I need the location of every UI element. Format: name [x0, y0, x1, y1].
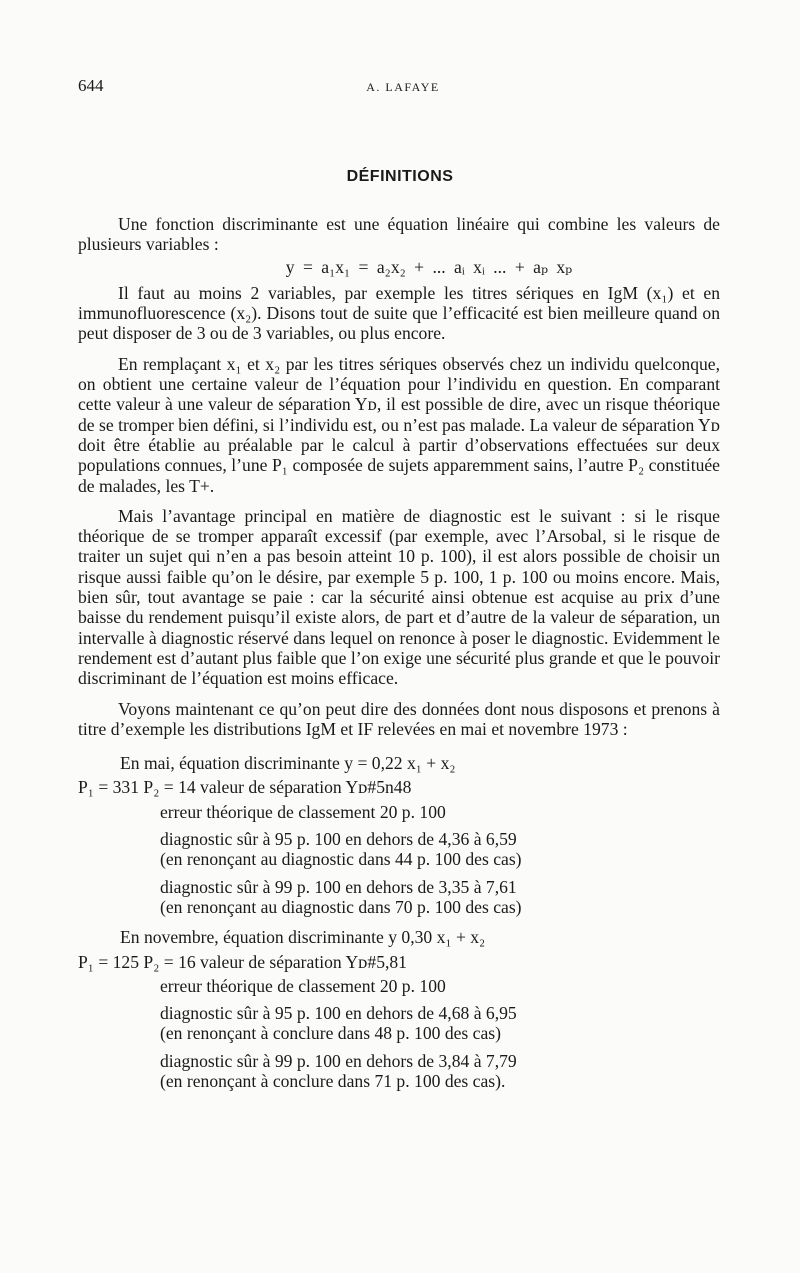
discriminant-equation: y = a₁x₁ = a₂x₂ + ... aᵢ xᵢ ... + aₚ xₚ	[285, 256, 573, 277]
nov-renounce-99: (en renonçant à conclure dans 71 p. 100 des cas).	[160, 1070, 506, 1091]
mai-diag-95: diagnostic sûr à 95 p. 100 en dehors de 4,36 à 6,59	[160, 829, 517, 850]
mai-error: erreur théorique de classement 20 p. 100	[160, 801, 446, 822]
paragraph-variables: Il faut au moins 2 variables, par exemple les titres sériques en IgM (x₁) et en immunofluorescence (x₂). Disons tout de suite que l’efficacité est bien meilleure quand on peut disposer de 3 ou de 3 variables, ou plus encore.	[78, 282, 720, 344]
nov-renounce-95: (en renonçant à conclure dans 48 p. 100 des cas)	[160, 1023, 501, 1044]
paragraph-definition: Une fonction discriminante est une équation linéaire qui combine les valeurs de plusieurs variables :	[78, 214, 720, 255]
nov-error: erreur théorique de classement 20 p. 100	[160, 975, 446, 996]
page-number: 644	[78, 76, 104, 95]
mai-renounce-99: (en renonçant au diagnostic dans 70 p. 100 des cas)	[160, 896, 522, 917]
paragraph-data: Voyons maintenant ce qu’on peut dire des données dont nous disposons et prenons à titre d’exemple les distributions IgM et IF relevées en mai et novembre 1973 :	[78, 698, 720, 739]
mai-renounce-95: (en renonçant au diagnostic dans 44 p. 100 des cas)	[160, 849, 522, 870]
nov-equation: En novembre, équation discriminante y 0,30 x₁ + x₂	[120, 927, 486, 948]
running-header	[78, 76, 728, 100]
nov-diag-99: diagnostic sûr à 99 p. 100 en dehors de 3,84 à 7,79	[160, 1050, 517, 1071]
nov-populations: P₁ = 125 P₂ = 16 valeur de séparation Yᴅ#5,81	[78, 951, 407, 972]
running-author: A. LAFAYE	[366, 80, 440, 94]
paragraph-advantage: Mais l’avantage principal en matière de diagnostic est le suivant : si le risque théorique de se tromper apparaît excessif (par exemple, avec l’Arsobal, si le risque de traiter un sujet qui n’en a pas besoin atteint 10 p. 100), il est alors possible de choisir un risque aussi faible qu’on le désire, par exemple 5 p. 100, 1 p. 100 ou moins encore. Mais, bien sûr, tout avantage se paie : car la sécurité ainsi obtenue est acquise au prix d’une baisse du rendement puisqu’il existe alors, de part et d’autre de la valeur de séparation, un intervalle à diagnostic réservé dans lequel on renonce à poser le diagnostic. Evidemment le rendement est d’autant plus faible que l’on exige une sécurité plus grande et que le pouvoir discriminant de l’équation est moins efficace.	[78, 505, 720, 689]
mai-diag-99: diagnostic sûr à 99 p. 100 en dehors de 3,35 à 7,61	[160, 876, 517, 897]
results-mai	[78, 753, 720, 917]
mai-equation: En mai, équation discriminante y = 0,22 x₁ + x₂	[120, 753, 456, 774]
body-text	[78, 214, 720, 1098]
section-title: DÉFINITIONS	[346, 168, 454, 185]
results-novembre	[78, 927, 720, 1091]
paragraph-separation: En remplaçant x₁ et x₂ par les titres sériques observés chez un individu quelconque, on obtient une certaine valeur de l’équation pour l’individu en question. En comparant cette valeur à une valeur de séparation Yᴅ, il est possible de dire, avec un risque théorique de se tromper bien défini, si l’individu est, ou n’est pas malade. La valeur de séparation Yᴅ doit être établie au préalable par le calcul à partir d’observations effectuées sur deux populations connues, l’une P₁ composée de sujets apparemment sains, l’autre P₂ constituée de malades, les T+.	[78, 353, 720, 496]
nov-diag-95: diagnostic sûr à 95 p. 100 en dehors de 4,68 à 6,95	[160, 1003, 517, 1024]
mai-populations: P₁ = 331 P₂ = 14 valeur de séparation Yᴅ#5n48	[78, 777, 412, 798]
